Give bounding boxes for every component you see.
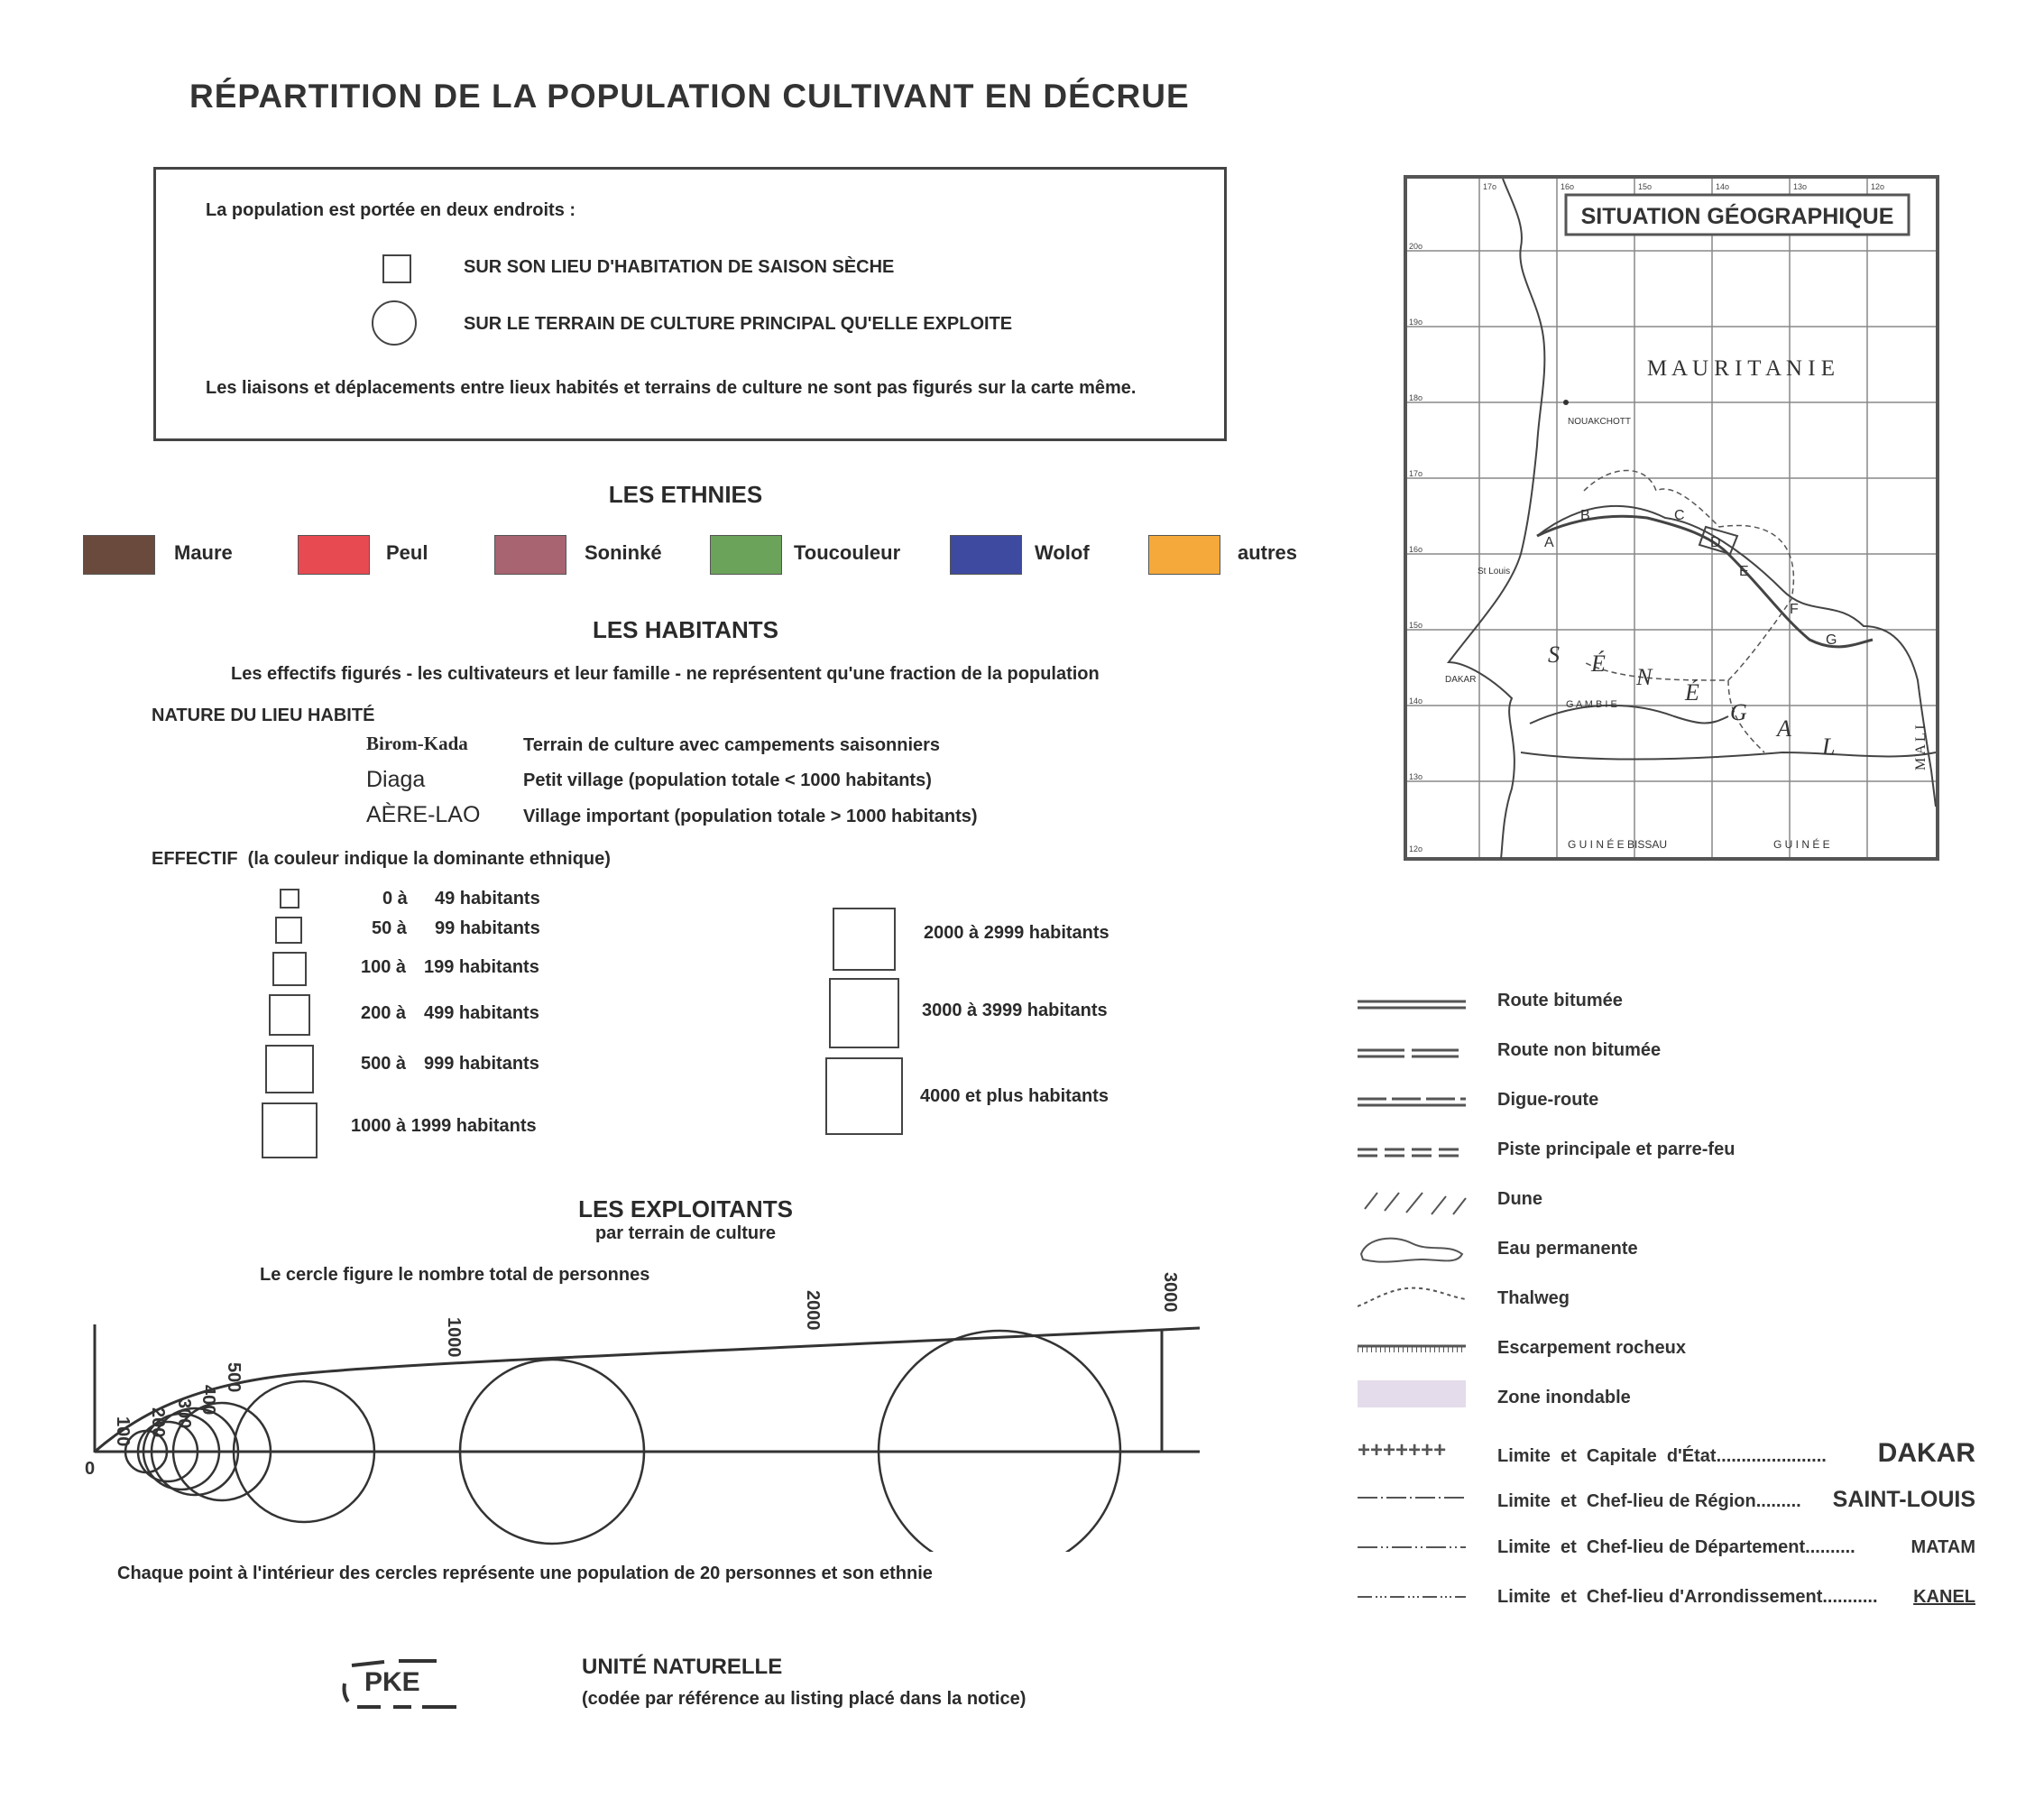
- symbol-thalweg: [1358, 1288, 1466, 1306]
- size-from-100: 100 à: [361, 957, 407, 977]
- label-senegal-letter-3: É: [1685, 679, 1699, 706]
- scale-envelope-curve: [95, 1328, 1200, 1452]
- intro-line: La population est portée en deux endroits :: [206, 200, 576, 220]
- map-lat-tick-7: 13o: [1409, 772, 1423, 781]
- size-to-100: 199 habitants: [424, 957, 539, 977]
- label-senegal-letter-4: G: [1730, 699, 1747, 725]
- scale-zero-label: 0: [85, 1459, 96, 1479]
- limit-dots-3: ...........: [1822, 1587, 1878, 1607]
- symbol-eau-permanente: [1361, 1239, 1462, 1262]
- limit-row-0: [1497, 1438, 1975, 1469]
- map-lat-tick-4: 16o: [1409, 545, 1423, 554]
- nouakchott-point: [1563, 400, 1569, 405]
- page-title: RÉPARTITION DE LA POPULATION CULTIVANT EN DÉCRUE: [189, 78, 1190, 115]
- map-lat-tick-1: 19o: [1409, 318, 1423, 327]
- map-zone-E: E: [1739, 564, 1749, 579]
- exploitants-subheading: par terrain de culture: [594, 1223, 777, 1243]
- limit-label-3: Limite et Chef-lieu d'Arrondissement: [1497, 1587, 1823, 1607]
- nature-desc-birom: Terrain de culture avec campements saisonniers: [523, 735, 941, 755]
- map-lat-tick-2: 18o: [1409, 393, 1423, 402]
- limit-city-2: MATAM: [1910, 1537, 1975, 1557]
- size-to-0: 49 habitants: [435, 889, 540, 909]
- map-zone-F: F: [1790, 602, 1799, 617]
- line-legend-symbols: [1358, 983, 1475, 1615]
- ethnie-label-2: Soninké: [585, 541, 662, 564]
- size-to-50: 99 habitants: [435, 918, 540, 938]
- legend-label-2: Digue-route: [1497, 1090, 1599, 1110]
- map-lat-tick-0: 20o: [1409, 242, 1423, 251]
- scale-label-200: 200: [148, 1407, 168, 1438]
- limit-dots-0: ......................: [1716, 1446, 1827, 1466]
- effectif-label: EFFECTIF: [152, 849, 238, 869]
- ethnie-label-1: Peul: [386, 541, 428, 564]
- label-dakar: DAKAR: [1445, 675, 1477, 685]
- ethnies-heading: LES ETHNIES: [608, 481, 763, 508]
- unite-note: (codée par référence au listing placé dans la notice): [582, 1689, 1027, 1709]
- square-label: SUR SON LIEU D'HABITATION DE SAISON SÈCHE: [464, 257, 895, 277]
- legend-label-0: Route bitumée: [1497, 991, 1623, 1010]
- map-zone-D: D: [1710, 535, 1721, 550]
- legend-label-1: Route non bitumée: [1497, 1040, 1662, 1060]
- scale-label-3000: 3000: [1160, 1272, 1180, 1313]
- exploitants-note: Le cercle figure le nombre total de personnes: [260, 1265, 650, 1285]
- situation-title: SITUATION GÉOGRAPHIQUE: [1580, 204, 1894, 229]
- symbol-limite-etat: +++++++: [1358, 1438, 1447, 1462]
- map-lon-tick-5: 12o: [1871, 182, 1885, 191]
- label-guinee-bissau: G U I N É E BISSAU: [1568, 838, 1668, 851]
- map-lon-tick-0: 17o: [1483, 182, 1497, 191]
- ethnie-swatch-0: [83, 535, 155, 575]
- map-lon-tick-4: 13o: [1793, 182, 1808, 191]
- map-zone-C: C: [1674, 508, 1685, 523]
- size-from-50: 50 à: [372, 918, 407, 938]
- size-square-1000-1999: [262, 1102, 318, 1158]
- scale-circle-3000: [879, 1331, 1120, 1552]
- scale-label-1000: 1000: [444, 1317, 464, 1358]
- map-zone-A: A: [1544, 535, 1554, 550]
- map-lon-tick-3: 14o: [1716, 182, 1730, 191]
- symbol-digue-route: [1358, 1099, 1466, 1105]
- circle-scale-diagram: [81, 1263, 1308, 1552]
- size-from-200: 200 à: [361, 1003, 407, 1023]
- legend-label-5: Eau permanente: [1497, 1239, 1638, 1259]
- nature-name-diaga: Diaga: [366, 767, 426, 792]
- label-nouakchott: NOUAKCHOTT: [1568, 417, 1631, 427]
- label-senegal-letter-6: L: [1822, 733, 1836, 760]
- symbol-route-non-bitumee: [1358, 1050, 1466, 1056]
- dots-note: Chaque point à l'intérieur des cercles représente une population de 20 personnes et son ethnie: [117, 1564, 933, 1583]
- label-mali: M A L I: [1913, 724, 1929, 770]
- symbol-piste: [1358, 1149, 1466, 1156]
- legend-label-6: Thalweg: [1497, 1288, 1570, 1308]
- label-guinee: G U I N É E: [1773, 838, 1830, 851]
- nature-name-birom: Birom-Kada: [366, 733, 468, 754]
- size-square-500-999: [265, 1045, 314, 1093]
- map-frame: [1405, 177, 1938, 859]
- size-label-1000: 1000 à 1999 habitants: [351, 1116, 537, 1136]
- map-zone-B: B: [1580, 508, 1590, 523]
- scale-label-300: 300: [174, 1398, 194, 1429]
- label-senegal-letter-5: A: [1777, 715, 1791, 742]
- size-label-4000: 4000 et plus habitants: [920, 1086, 1109, 1106]
- scale-label-400: 400: [198, 1385, 218, 1416]
- exploitants-heading: LES EXPLOITANTS: [578, 1195, 793, 1222]
- size-square-50-99: [275, 917, 302, 944]
- situation-map: [1404, 175, 1941, 862]
- effectif-heading: [152, 849, 611, 870]
- effectif-note: (la couleur indique la dominante ethnique): [247, 849, 611, 869]
- size-from-500: 500 à: [361, 1054, 407, 1074]
- ethnie-label-3: Toucouleur: [794, 541, 901, 564]
- map-zone-G: G: [1826, 632, 1837, 648]
- ethnie-swatch-5: [1148, 535, 1220, 575]
- ethnie-swatch-3: [710, 535, 782, 575]
- limit-row-1: [1497, 1487, 1975, 1513]
- size-square-200-499: [269, 994, 310, 1036]
- limit-row-3: [1497, 1587, 1975, 1608]
- terrain-circle-symbol: [372, 300, 417, 346]
- ethnie-label-5: autres: [1238, 541, 1298, 564]
- limit-label-2: Limite et Chef-lieu de Département: [1497, 1537, 1806, 1557]
- map-lon-tick-1: 16o: [1561, 182, 1575, 191]
- limit-city-0: DAKAR: [1877, 1438, 1975, 1468]
- size-square-2000-2999: [833, 908, 896, 971]
- label-senegal-letter-1: É: [1591, 650, 1606, 677]
- ethnie-swatch-1: [298, 535, 370, 575]
- scale-label-100: 100: [113, 1416, 133, 1447]
- size-from-0: 0 à: [382, 889, 408, 909]
- map-lat-tick-3: 17o: [1409, 469, 1423, 478]
- label-gambie: G A M B I E: [1566, 699, 1617, 710]
- legend-label-3: Piste principale et parre-feu: [1497, 1139, 1736, 1159]
- limit-row-2: [1497, 1537, 1975, 1558]
- size-square-0-49: [280, 889, 299, 909]
- limit-city-3: KANEL: [1913, 1587, 1975, 1607]
- intro-note: Les liaisons et déplacements entre lieux habités et terrains de culture ne sont pas figurés sur la carte même.: [206, 378, 1137, 398]
- size-square-100-199: [272, 952, 307, 986]
- limit-label-0: Limite et Capitale d'État: [1497, 1446, 1717, 1466]
- scale-label-500: 500: [224, 1362, 244, 1393]
- map-lat-tick-8: 12o: [1409, 844, 1423, 853]
- size-label-3000: 3000 à 3999 habitants: [922, 1001, 1108, 1020]
- ethnie-swatch-4: [950, 535, 1022, 575]
- map-lon-tick-2: 15o: [1638, 182, 1653, 191]
- limit-dots-2: ..........: [1805, 1537, 1855, 1557]
- limit-city-1: SAINT-LOUIS: [1832, 1487, 1975, 1512]
- habitation-square-symbol: [382, 254, 411, 283]
- size-square-3000-3999: [829, 978, 899, 1048]
- nature-name-aere-lao: AÈRE-LAO: [366, 802, 481, 827]
- nature-desc-aere-lao: Village important (population totale > 1000 habitants): [523, 807, 978, 826]
- nature-desc-diaga: Petit village (population totale < 1000 habitants): [523, 770, 932, 790]
- ethnie-swatch-2: [494, 535, 566, 575]
- label-mauritanie: M A U R I T A N I E: [1646, 356, 1836, 381]
- ethnie-label-4: Wolof: [1035, 541, 1090, 564]
- symbol-escarpement: [1358, 1346, 1466, 1350]
- legend-label-7: Escarpement rocheux: [1497, 1338, 1686, 1358]
- habitants-subtitle: Les effectifs figurés - les cultivateurs et leur famille - ne représentent qu'une fraction de la population: [231, 664, 1100, 684]
- limit-dots-1: .........: [1755, 1491, 1801, 1511]
- limit-label-1: Limite et Chef-lieu de Région: [1497, 1491, 1756, 1511]
- unite-code: PKE: [364, 1667, 420, 1697]
- label-senegal-letter-2: N: [1636, 664, 1653, 690]
- size-to-200: 499 habitants: [424, 1003, 539, 1023]
- symbol-dune: [1365, 1193, 1466, 1214]
- legend-label-4: Dune: [1497, 1189, 1542, 1209]
- unite-code-symbol: [339, 1658, 462, 1711]
- unite-heading: UNITÉ NATURELLE: [582, 1655, 783, 1679]
- label-senegal-letter-0: S: [1548, 641, 1560, 668]
- scale-label-2000: 2000: [803, 1290, 823, 1331]
- size-to-500: 999 habitants: [424, 1054, 539, 1074]
- label-st-louis: St Louis: [1478, 567, 1511, 577]
- map-lat-tick-6: 14o: [1409, 696, 1423, 706]
- circle-label: SUR LE TERRAIN DE CULTURE PRINCIPAL QU'ELLE EXPLOITE: [464, 314, 1013, 334]
- habitants-heading: LES HABITANTS: [592, 616, 779, 643]
- nature-heading: NATURE DU LIEU HABITÉ: [152, 706, 375, 725]
- ethnie-label-0: Maure: [174, 541, 233, 564]
- map-lat-tick-5: 15o: [1409, 621, 1423, 630]
- legend-label-8: Zone inondable: [1497, 1388, 1631, 1407]
- symbol-route-bitumee: [1358, 1001, 1466, 1008]
- symbol-zone-inondable: [1358, 1380, 1466, 1407]
- size-square-4000-plus: [825, 1057, 903, 1135]
- size-label-2000: 2000 à 2999 habitants: [924, 923, 1109, 943]
